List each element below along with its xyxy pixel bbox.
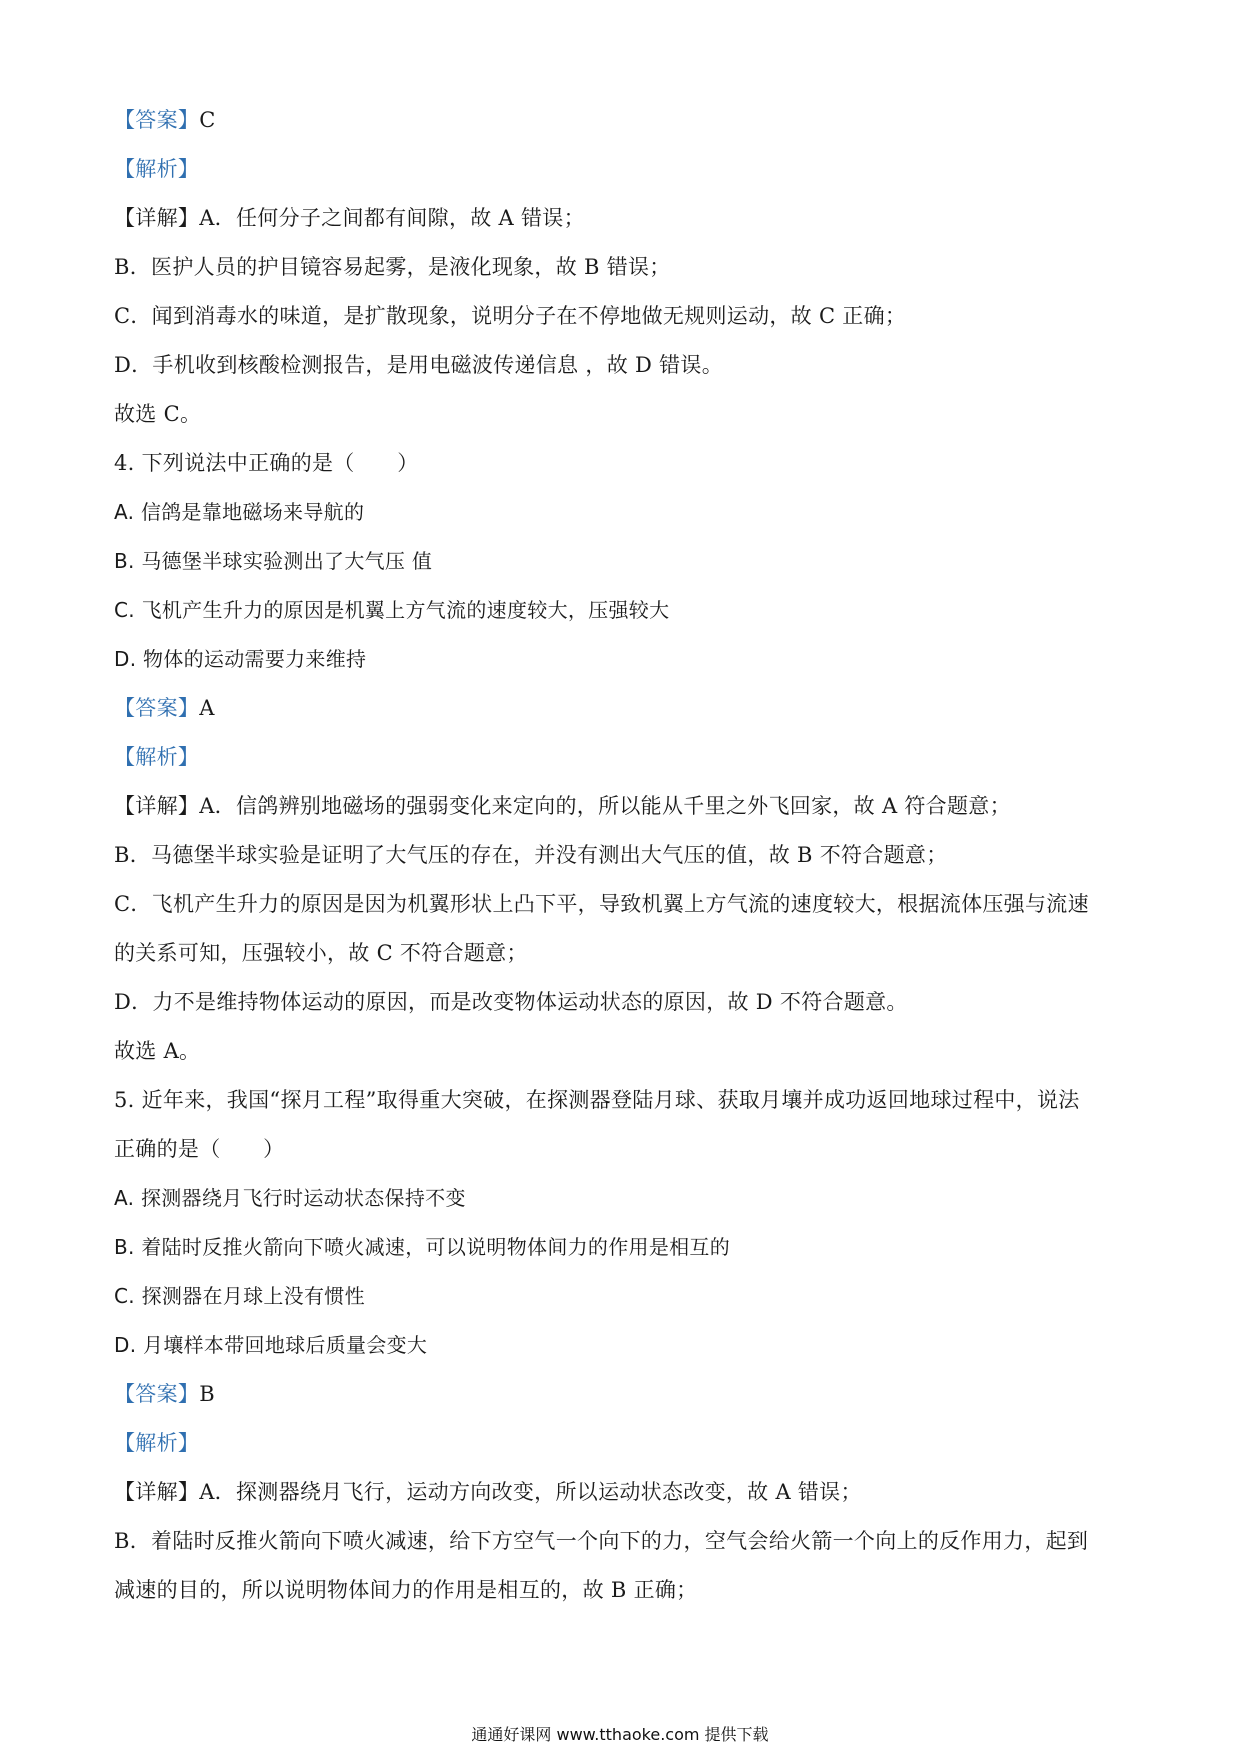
paragraph-line: B．医护人员的护目镜容易起雾，是液化现象，故 B 错误； (114, 255, 671, 279)
answer-line (114, 1370, 1134, 1419)
analysis-heading (114, 733, 1134, 782)
option-line: C. 探测器在月球上没有惯性 (114, 1284, 365, 1308)
option-line: B. 着陆时反推火箭向下喷火减速，可以说明物体间力的作用是相互的 (114, 1235, 731, 1259)
option-line: A. 信鸽是靠地磁场来导航的 (114, 500, 365, 524)
paragraph-line: C．闻到消毒水的味道，是扩散现象，说明分子在不停地做无规则运动，故 C 正确； (114, 304, 907, 328)
option-line: B. 马德堡半球实验测出了大气压 值 (114, 549, 433, 573)
document-body (114, 96, 1134, 1615)
page-footer: 通通好课网 www.tthaoke.com 提供下载 (471, 1725, 769, 1744)
paragraph-line: 的关系可知，压强较小，故 C 不符合题意； (114, 941, 528, 965)
analysis-tag: 【解析】 (114, 1431, 200, 1455)
answer-tag: 【答案】 (114, 696, 200, 720)
question-line: 4. 下列说法中正确的是（ ） (114, 451, 419, 475)
answer-tag: 【答案】 (114, 108, 200, 132)
detail-tag: 【详解】 (114, 794, 200, 818)
option-line: D. 物体的运动需要力来维持 (114, 647, 367, 671)
answer-tag: 【答案】 (114, 1382, 200, 1406)
detail-text: A．任何分子之间都有间隙，故 A 错误； (199, 206, 585, 230)
analysis-tag: 【解析】 (114, 745, 200, 769)
analysis-heading (114, 145, 1134, 194)
paragraph-line: 减速的目的，所以说明物体间力的作用是相互的，故 B 正确； (114, 1578, 698, 1602)
option-line: A. 探测器绕月飞行时运动状态保持不变 (114, 1186, 466, 1210)
analysis-tag: 【解析】 (114, 157, 200, 181)
paragraph-line: 故选 C。 (114, 402, 202, 426)
question-line: 5. 近年来，我国“探月工程”取得重大突破，在探测器登陆月球、获取月壤并成功返回地球过程中，说法 (114, 1088, 1080, 1112)
paragraph-line: D．手机收到核酸检测报告，是用电磁波传递信息 ，故 D 错误。 (114, 353, 723, 377)
analysis-heading (114, 1419, 1134, 1468)
option-line: D. 月壤样本带回地球后质量会变大 (114, 1333, 428, 1357)
paragraph-line: C．飞机产生升力的原因是因为机翼形状上凸下平，导致机翼上方气流的速度较大，根据流体压强与流速 (114, 892, 1089, 916)
paragraph-line: 故选 A。 (114, 1039, 201, 1063)
detail-tag: 【详解】 (114, 206, 200, 230)
detail-text: A．信鸽辨别地磁场的强弱变化来定向的，所以能从千里之外飞回家，故 A 符合题意； (199, 794, 1011, 818)
answer-value: C (199, 108, 216, 132)
answer-line (114, 96, 1134, 145)
answer-line (114, 684, 1134, 733)
paragraph-line: 正确的是（ ） (114, 1137, 285, 1161)
detail-tag: 【详解】 (114, 1480, 200, 1504)
answer-value: B (199, 1382, 215, 1406)
option-line: C. 飞机产生升力的原因是机翼上方气流的速度较大，压强较大 (114, 598, 670, 622)
detail-line (114, 194, 1134, 243)
answer-value: A (199, 696, 215, 720)
detail-text: A．探测器绕月飞行，运动方向改变，所以运动状态改变，故 A 错误； (199, 1480, 862, 1504)
detail-line (114, 1468, 1134, 1517)
detail-line (114, 782, 1134, 831)
paragraph-line: B．马德堡半球实验是证明了大气压的存在，并没有测出大气压的值，故 B 不符合题意； (114, 843, 948, 867)
paragraph-line: D．力不是维持物体运动的原因，而是改变物体运动状态的原因，故 D 不符合题意。 (114, 990, 908, 1014)
paragraph-line: B．着陆时反推火箭向下喷火减速，给下方空气一个向下的力，空气会给火箭一个向上的反作用力，起到 (114, 1529, 1089, 1553)
